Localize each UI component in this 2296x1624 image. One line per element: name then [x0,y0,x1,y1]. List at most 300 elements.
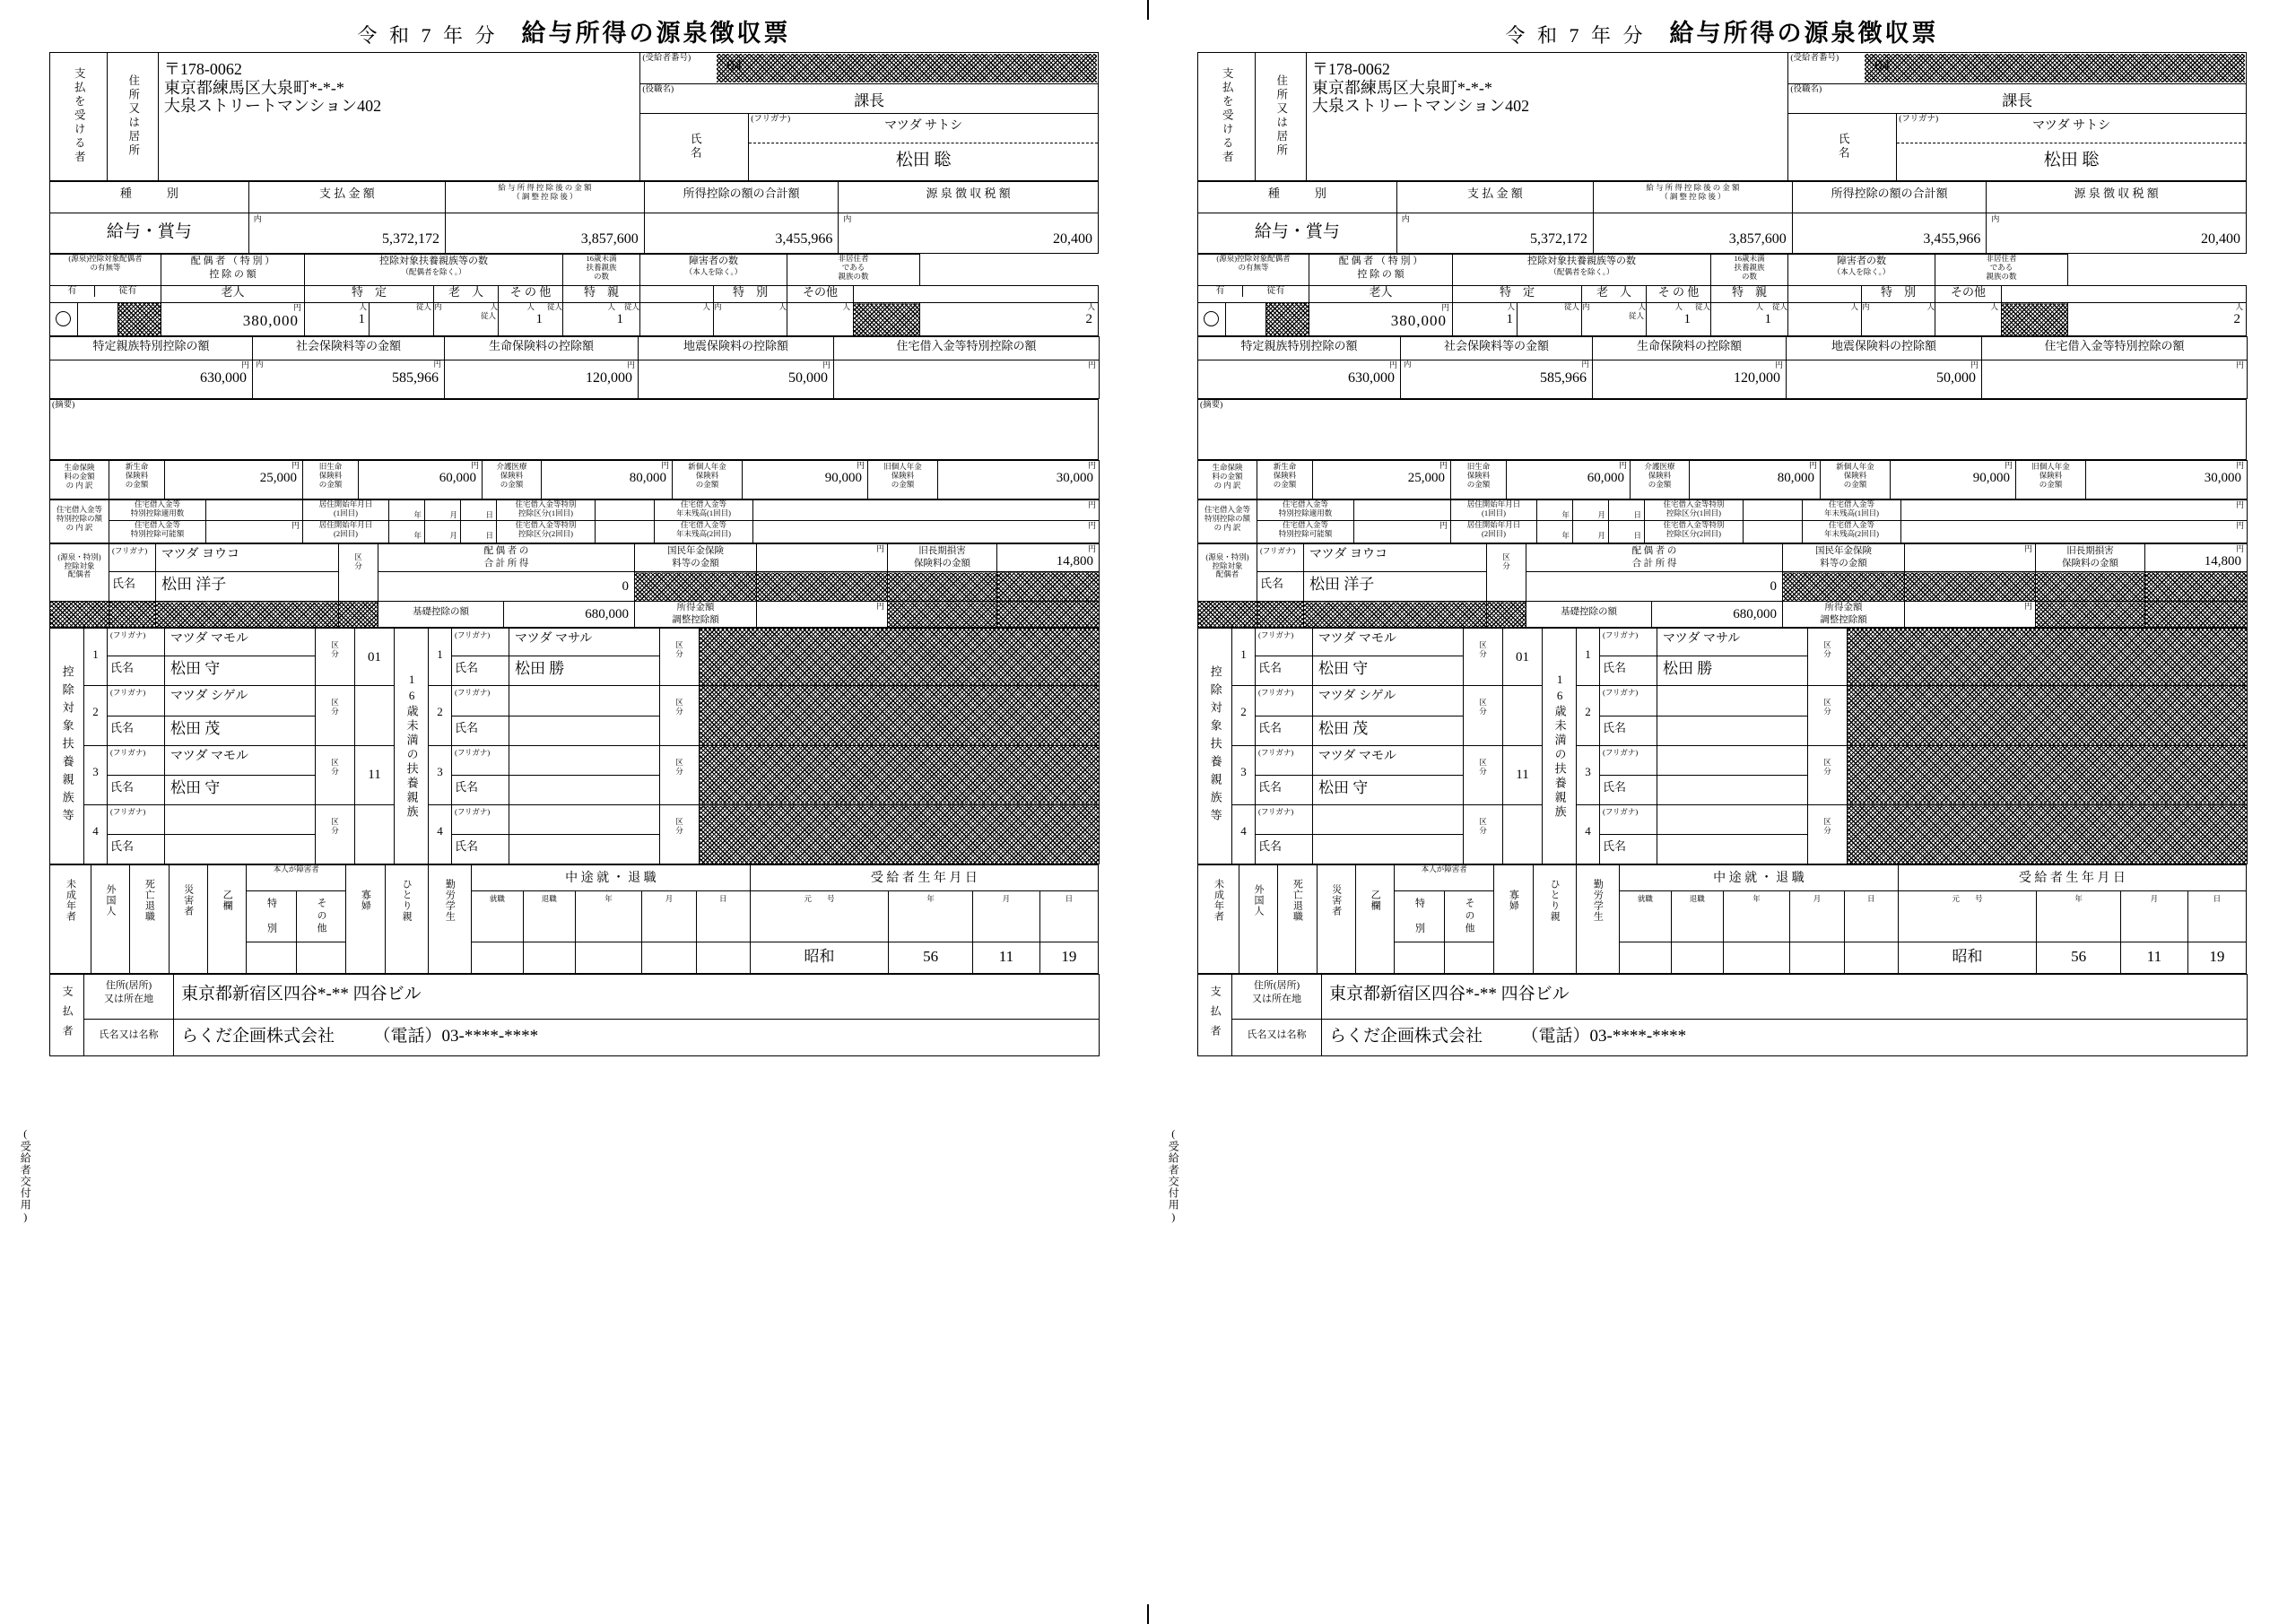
spouse-detail-label: (源泉・特別) 控除対象 配偶者 [50,543,109,602]
summary-header-deduct-2: 所得控除の額の合計額 [1792,182,1987,213]
retire-month-value[interactable] [642,942,696,974]
retire-day-value-2[interactable] [1844,942,1898,974]
birth-header-2: 受 給 者 生 年 月 日 [1898,865,2246,891]
payer-address-label-2: 住所(居所) 又は所在地 [1232,975,1322,1020]
under16-count-cell: 人 [640,303,714,336]
payer-vertical-label-2: 支払者 [1198,975,1232,1056]
dep-right-kubun-label-3-2: 区 分 [1808,745,1848,804]
payer-name-label-2: 氏名又は名称 [1232,1020,1322,1056]
spouse-row3-hatch-0 [50,602,109,628]
move-in-year-1-2[interactable]: 年 [1537,500,1573,521]
dep-left-kana-2: マツダ シゲル [165,686,316,716]
remarks-table-2 [1197,399,2247,460]
dep-right-name-3 [509,776,660,805]
payer-table [49,974,1100,1056]
dep-left-kana-label-1-2: (フリガナ) [1256,629,1313,656]
spouse-row3-hatch-5 [997,602,1100,628]
payee-name-2: 松田 聡 [2043,151,2100,169]
care-insurance-value-2: 円 80,000 [1690,461,1821,499]
move-in-month-2[interactable]: 月 [425,520,461,543]
remarks-table [49,399,1099,460]
dep-right-name-label-4: 氏名 [452,835,509,864]
self-disabled-special-value-2[interactable] [1395,942,1444,974]
dep-right-kana-1: マツダ マサル [509,629,660,656]
rojin-cell-2: 内 人 従人 [1582,303,1647,336]
dep-left-kana-label-4: (フリガナ) [108,805,165,835]
dep-left-name-label-4-2: 氏名 [1256,835,1313,864]
dep-right-name-label-3: 氏名 [452,776,509,805]
dep-left-name-label-1-2: 氏名 [1256,656,1313,686]
era-label: 令 和 7 年 分 [357,24,499,47]
deduction-amounts-table [49,336,1100,399]
tokushin-cell: 人 従人 1 [563,303,640,336]
dep-right-no-1-2: 1 [1577,629,1600,686]
under16-sub-2 [1788,286,1862,303]
dep-left-kubun-label-1-2: 区 分 [1464,629,1503,686]
dep-right-kubun-label-4: 区 分 [660,805,700,864]
tokutei-nin-cell-2: 人 1 [1453,303,1518,336]
address-line-2-2: 大泉ストリートマンション402 [1311,97,1530,116]
self-disabled-special-label: 特 別 [247,891,296,942]
housing-loan-possible-label: 住宅借入金等 特別控除可能額 [109,520,206,543]
social-insurance-header: 社会保険料等の金額 [253,337,445,360]
payer-company-name: らくだ企画株式会社 [181,1027,335,1046]
tokushin-cell-2: 人 従人 1 [1711,303,1788,336]
payee-address-cell-2 [1306,53,1787,181]
new-life-insurance-value-2: 円 25,000 [1313,461,1451,499]
spouse-old-label-2: 老人 [1309,286,1453,303]
spouse-amount-header-2: 配 偶 者 （ 特 別 ） 控 除 の 額 [1309,255,1453,286]
year-end-balance-1-value-2[interactable]: 円 [1901,500,2248,521]
housing-loan-header-2: 住宅借入金等特別控除の額 [1982,337,2248,360]
old-longterm-value: 円 14,800 [997,543,1100,572]
minor-label: 未成年者 [50,865,91,974]
recipient-number-value: 04 [726,56,743,74]
income-adjust-label: 所得金額 調整控除額 [635,602,757,628]
dep-right-kana-4 [509,805,660,835]
dep-left-name-3-2: 松田 守 [1313,776,1464,805]
tokutei-shinzoku-header-2: 特定親族特別控除の額 [1198,337,1401,360]
old-life-insurance-value-2: 円 60,000 [1507,461,1631,499]
dep-right-name-2 [509,716,660,745]
nonresident-sub-2 [2002,286,2247,303]
recipient-number-label-2: (受給者番号) [1790,54,1839,63]
housing-loan-count-value-2[interactable] [1354,500,1451,521]
dep-right-kana-label-4-2: (フリガナ) [1600,805,1657,835]
year-end-balance-2-value[interactable]: 円 [753,520,1100,543]
spouse-row3-hatch-3 [339,602,378,628]
move-in-month-1[interactable]: 月 [425,500,461,521]
death-retire-label: 死亡退職 [130,865,169,974]
tokushin-label-2: 特 親 [1711,286,1788,303]
disabled-other-cell: 人 [787,303,854,336]
housing-loan-kubun-1-value-2[interactable] [1744,500,1803,521]
payer-phone-2: 03-****-**** [1589,1027,1687,1046]
move-in-day-2-2[interactable]: 日 [1609,520,1645,543]
header-block-2 [1197,52,2247,181]
self-disabled-special-value[interactable] [247,942,296,974]
summary-header-tax-2: 源 泉 徴 収 税 額 [1987,182,2247,213]
payee-name: 松田 聡 [895,151,952,169]
spouse-name-label: 氏名 [109,572,156,602]
retire-start-value[interactable] [471,942,523,974]
national-pension-value: 円 [757,543,888,572]
dep-left-kana-1: マツダ マモル [165,629,316,656]
spouse-flag-subheader-2: 有 従有 [1198,286,1309,303]
position-label: (役職名) [642,85,674,94]
payer-name-value-2 [1322,1020,2248,1056]
sonota-label: そ の 他 [499,286,563,303]
dep-right-kana-4-2 [1657,805,1808,835]
recipient-number-label: (受給者番号) [642,54,691,63]
dependents-right-label: 16歳未満の扶養親族 [395,629,429,864]
widow-label-2: 寡婦 [1494,865,1533,974]
new-pension-value-2: 円 90,000 [1891,461,2016,499]
dep-left-name-3: 松田 守 [165,776,316,805]
tokutei-ju-cell: 従人 [370,303,434,336]
dep-right-no-2: 2 [429,686,452,745]
old-longterm-label: 旧長期損害 保険料の金額 [888,543,997,572]
retire-end-value[interactable] [523,942,575,974]
dep-right-no-4: 4 [429,805,452,864]
position-value-2: 課長 [2002,92,2033,109]
self-disabled-other-value[interactable] [296,942,345,974]
summary-header-kind: 種 別 [50,182,249,213]
retire-day-value[interactable] [696,942,750,974]
retire-year-value[interactable] [575,942,642,974]
move-in-year-1[interactable]: 年 [389,500,425,521]
life-insurance-value: 円 120,000 [445,360,639,399]
dep-right-kana-3 [509,745,660,775]
spouse-row3-hatch-3-2 [1487,602,1526,628]
retire-day-label-2: 日 [1844,891,1898,942]
spouse-detail-hatch-4-2 [2145,572,2248,602]
spouse-old-hatch [118,303,161,336]
dep-right-name-4 [509,835,660,864]
insurance-breakdown-label-2: 生命保険 料の金額 の 内 訳 [1198,461,1257,499]
basic-deduction-label-2: 基礎控除の額 [1526,602,1652,628]
summary-header-pay: 支 払 金 額 [248,182,445,213]
remarks-cell[interactable] [50,400,1099,460]
dep-left-no-3: 3 [84,745,108,804]
housing-loan-kubun-2-value-2[interactable] [1744,520,1803,543]
single-parent-label: ひとり親 [385,865,428,974]
recipient-number-cell [640,53,1099,84]
dep-left-kubun-label-3-2: 区 分 [1464,745,1503,804]
dep-left-kubun-label-2-2: 区 分 [1464,686,1503,745]
nonresident-header-2: 非居住者 である 親族の数 [1935,255,2068,286]
spouse-name-label-2: 氏名 [1257,572,1304,602]
housing-loan-count-value[interactable] [206,500,303,521]
retire-end-value-2[interactable] [1671,942,1723,974]
dep-left-no-3-2: 3 [1232,745,1256,804]
dep-right-kubun-label-4-2: 区 分 [1808,805,1848,864]
retire-month-label: 月 [642,891,696,942]
remarks-text [50,400,1098,432]
year-end-balance-2-label-2: 住宅借入金等 年末残高(2回目) [1803,520,1901,543]
dep-left-name-1: 松田 守 [165,656,316,686]
dep-right-kubun-label-1: 区 分 [660,629,700,686]
dep-left-kubun-4 [355,805,395,864]
dep-left-kana-label-3-2: (フリガナ) [1256,745,1313,775]
postal-code: 〒178-0062 [163,60,242,78]
spouse-income-value: 0 [378,572,635,602]
payee-name-kana-2: マツダ サトシ [2032,119,2111,133]
death-retire-label-2: 死亡退職 [1278,865,1317,974]
move-in-day-1[interactable]: 日 [461,500,497,521]
dep-right-name-label-1: 氏名 [452,656,509,686]
payee-name-cell-2 [1897,114,2247,181]
dep-left-name-2: 松田 茂 [165,716,316,745]
housing-loan-count-label: 住宅借入金等 特別控除適用数 [109,500,206,521]
sonota-label-2: そ の 他 [1647,286,1711,303]
housing-loan-kubun-2-value[interactable] [596,520,655,543]
spouse-old-hatch-2 [1266,303,1309,336]
spouse-old-label: 老人 [161,286,305,303]
disabled-other-label: その他 [787,286,854,303]
spouse-row3-hatch-0-2 [1198,602,1257,628]
dep-left-no-1: 1 [84,629,108,686]
header-block [49,52,1099,181]
spouse-dependent-counts-table [49,254,1099,336]
summary-after-value-2: 3,857,600 [1593,213,1792,254]
birth-year-label: 年 [889,891,973,942]
deduction-amounts-table-2 [1197,336,2248,399]
tokutei-label: 特 定 [305,286,434,303]
remarks-label-2: (摘要) [1200,401,1223,410]
old-longterm-label-2: 旧長期損害 保険料の金額 [2036,543,2145,572]
spouse-name-value: 松田 洋子 [156,572,339,602]
address-vertical-label: 住所又は居所 [107,53,158,181]
dep-left-kubun-label-3: 区 分 [316,745,355,804]
old-life-insurance-label: 旧生命 保険料 の金額 [303,461,359,499]
recipient-number-cell-2 [1788,53,2247,84]
dep-left-no-4: 4 [84,805,108,864]
basic-deduction-value: 680,000 [504,602,635,628]
dep-left-kana-4-2 [1313,805,1464,835]
spouse-row3-hatch-4 [888,602,997,628]
dependents-left-label: 控除対象扶養親族等 [50,629,84,864]
spouse-amount-header: 配 偶 者 （ 特 別 ） 控 除 の 額 [161,255,305,286]
move-in-day-2[interactable]: 日 [461,520,497,543]
birth-month-value: 11 [973,942,1040,974]
spouse-detail-hatch-3-2 [2036,572,2145,602]
new-pension-label-2: 新個人年金 保険料 の金額 [1821,461,1891,499]
retire-year-label: 年 [575,891,642,942]
remarks-label: (摘要) [52,401,75,410]
life-insurance-value-2: 円 120,000 [1593,360,1787,399]
social-insurance-value-2: 内 円 585,966 [1401,360,1593,399]
payer-phone: 03-****-**** [441,1027,539,1046]
retire-start-value-2[interactable] [1619,942,1671,974]
status-retire-birth-table-2 [1197,864,2247,974]
retire-year-value-2[interactable] [1723,942,1790,974]
dependents-left-label-2: 控除対象扶養親族等 [1198,629,1232,864]
summary-deduct-value-2: 3,455,966 [1792,213,1987,254]
retire-header: 中 途 就 ・ 退 職 [471,865,750,891]
dep-left-kana-label-3: (フリガナ) [108,745,165,775]
dep-right-name-2-2 [1657,716,1808,745]
move-in-year-2[interactable]: 年 [389,520,425,543]
name-vertical-label-2: 氏名 [1788,114,1897,181]
spouse-flag-header-2: (源泉)控除対象配偶者 の有無等 [1198,255,1309,286]
housing-loan-value: 円 [834,360,1100,399]
dep-right-hatch-2-2 [1848,686,2248,745]
dep-left-name-label-4: 氏名 [108,835,165,864]
dep-right-kana-label-1: (フリガナ) [452,629,509,656]
spouse-kana-value-2: マツダ ヨウコ [1304,543,1487,572]
dep-left-kubun-label-2: 区 分 [316,686,355,745]
spouse-income-label-2: 配 偶 者 の 合 計 所 得 [1526,543,1783,572]
working-student-label-2: 勤労学生 [1576,865,1619,974]
summary-header-tax: 源 泉 徴 収 税 額 [839,182,1099,213]
move-in-year-2-2[interactable]: 年 [1537,520,1573,543]
spouse-flag-header: (源泉)控除対象配偶者 の有無等 [50,255,161,286]
retire-month-value-2[interactable] [1790,942,1844,974]
sonota-cell: 人 従人 1 [499,303,563,336]
dep-right-name-label-3-2: 氏名 [1600,776,1657,805]
dep-right-kana-label-3: (フリガナ) [452,745,509,775]
tokutei-shinzoku-value-2: 円 630,000 [1198,360,1401,399]
dependents-right-label-2: 16歳未満の扶養親族 [1543,629,1577,864]
dep-left-name-4 [165,835,316,864]
move-in-month-2-2[interactable]: 月 [1573,520,1609,543]
foreigner-label: 外国人 [91,865,129,974]
single-parent-label-2: ひとり親 [1533,865,1576,974]
dep-left-name-1-2: 松田 守 [1313,656,1464,686]
housing-loan-kubun-1-label-2: 住宅借入金等特別 控除区分(1回目) [1645,500,1744,521]
payer-address-value-2: 東京都新宿区四谷*-** 四谷ビル [1322,975,2248,1020]
national-pension-value-2: 円 [1905,543,2036,572]
address-line-1-2: 東京都練馬区大泉町*-*-* [1311,78,1492,97]
year-end-balance-2-label: 住宅借入金等 年末残高(2回目) [655,520,753,543]
under16-count-cell-2: 人 [1788,303,1862,336]
housing-loan-possible-value-2[interactable]: 円 [1354,520,1451,543]
dep-right-no-3: 3 [429,745,452,804]
payer-name-label: 氏名又は名称 [84,1020,174,1056]
year-end-balance-1-value[interactable]: 円 [753,500,1100,521]
dep-right-kana-label-2-2: (フリガナ) [1600,686,1657,716]
dep-right-name-1: 松田 勝 [509,656,660,686]
move-in-day-1-2[interactable]: 日 [1609,500,1645,521]
retire-header-2: 中 途 就 ・ 退 職 [1619,865,1898,891]
move-in-month-1-2[interactable]: 月 [1573,500,1609,521]
furigana-label: (フリガナ) [751,115,791,124]
era-label-2: 令 和 7 年 分 [1505,24,1647,47]
dep-right-name-label-1-2: 氏名 [1600,656,1657,686]
disabled-other-label-2: その他 [1935,286,2002,303]
spouse-amount-value: 円 380,000 [161,303,305,336]
dep-left-kubun-label-1: 区 分 [316,629,355,686]
spouse-detail-hatch-2 [757,572,888,602]
spouse-detail-hatch-3 [888,572,997,602]
summary-header-kind-2: 種 別 [1198,182,1397,213]
sonota-cell-2: 人 従人 1 [1647,303,1711,336]
dep-left-name-label-3: 氏名 [108,776,165,805]
housing-loan-kubun-2-label: 住宅借入金等特別 控除区分(2回目) [497,520,596,543]
payer-phone-label-2: （電話） [1521,1027,1590,1046]
dep-left-name-label-3-2: 氏名 [1256,776,1313,805]
under16-header: 16歳未満 扶養親族 の数 [563,255,640,286]
dep-right-kana-label-2: (フリガナ) [452,686,509,716]
dep-left-name-label-2-2: 氏名 [1256,716,1313,745]
dep-right-hatch-2 [700,686,1100,745]
spouse-kana-label-2: (フリガナ) [1257,543,1304,572]
title-row [49,11,1099,48]
furigana-label-2: (フリガナ) [1899,115,1939,124]
address-line-1: 東京都練馬区大泉町*-*-* [163,78,344,97]
payer-address-label: 住所(居所) 又は所在地 [84,975,174,1020]
dep-right-hatch-1 [700,629,1100,686]
birth-month-label-2: 月 [2121,891,2188,942]
spouse-detail-label-2: (源泉・特別) 控除対象 配偶者 [1198,543,1257,602]
birth-month-value-2: 11 [2121,942,2188,974]
birth-month-label: 月 [973,891,1040,942]
self-disabled-other-label-2: その他 [1444,891,1493,942]
dep-right-no-2-2: 2 [1577,686,1600,745]
remarks-cell-2[interactable] [1198,400,2247,460]
rojin-label: 老 人 [434,286,499,303]
tokutei-nin-cell: 人 1 [305,303,370,336]
dep-right-name-3-2 [1657,776,1808,805]
summary-pay-value-2: 内 5,372,172 [1396,213,1593,254]
year-end-balance-2-value-2[interactable]: 円 [1901,520,2248,543]
position-cell-2 [1788,84,2247,114]
nonresident-header: 非居住者 である 親族の数 [787,255,920,286]
move-in-date-2-label: 居住開始年月日 (2回目) [303,520,389,543]
payer-phone-label: （電話） [373,1027,442,1046]
payer-name-value [174,1020,1100,1056]
housing-loan-possible-value[interactable]: 円 [206,520,303,543]
dep-left-kubun-1: 01 [355,629,395,686]
retire-end-label-2: 退職 [1671,891,1723,942]
nonresident-hatch-2 [2002,303,2068,336]
care-insurance-label-2: 介護医療 保険料 の金額 [1631,461,1690,499]
dep-right-kana-1-2: マツダ マサル [1657,629,1808,656]
new-life-insurance-value: 円 25,000 [165,461,303,499]
old-pension-label-2: 旧個人年金 保険料 の金額 [2016,461,2086,499]
payee-address-cell [158,53,639,181]
self-disabled-other-value-2[interactable] [1444,942,1493,974]
dep-right-kubun-label-1-2: 区 分 [1808,629,1848,686]
housing-loan-kubun-1-value[interactable] [596,500,655,521]
disabled-count-header-2: 障害者の数 （本人を除く。） [1788,255,1935,286]
page-title: 給与所得の源泉徴収票 [521,20,791,48]
dep-right-kana-2 [509,686,660,716]
self-disabled-special-label-2: 特 別 [1395,891,1444,942]
summary-table-2 [1197,181,2247,254]
position-cell [640,84,1099,114]
retire-start-label: 就職 [471,891,523,942]
birth-year-value: 56 [889,942,973,974]
birth-year-label-2: 年 [2037,891,2121,942]
dep-left-name-4-2 [1313,835,1464,864]
summary-pay-value: 内 5,372,172 [248,213,445,254]
spouse-row3-hatch-2-2 [1304,602,1487,628]
dep-right-name-4-2 [1657,835,1808,864]
dep-right-hatch-4 [700,805,1100,864]
income-adjust-label-2: 所得金額 調整控除額 [1783,602,1905,628]
tokutei-shinzoku-value: 円 630,000 [50,360,253,399]
spouse-kana-label: (フリガナ) [109,543,156,572]
name-vertical-label: 氏名 [640,114,749,181]
recipient-number-value-2: 04 [1874,56,1891,74]
address-line-2: 大泉ストリートマンション402 [163,97,382,116]
otsu-label: 乙欄 [207,865,246,974]
nonresident-count-cell: 人 2 [920,303,1099,336]
dep-left-kubun-label-4-2: 区 分 [1464,805,1503,864]
rojin-cell: 内 人 従人 [434,303,499,336]
